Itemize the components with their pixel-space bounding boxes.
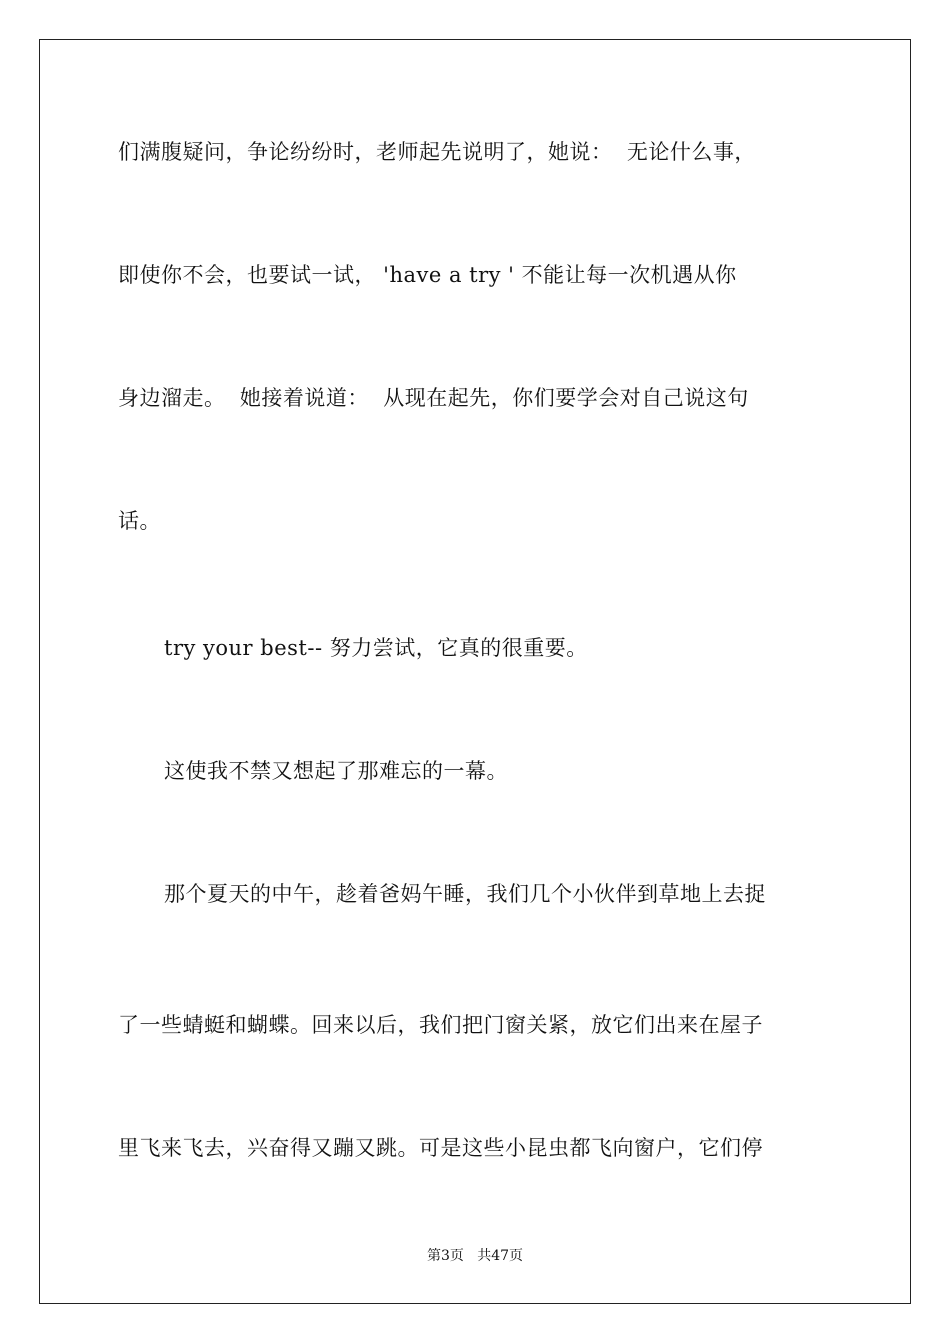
text-line-4: 话。: [118, 509, 161, 533]
text-line-3: 身边溜走。 她接着说道： 从现在起先，你们要学会对自己说这句: [118, 386, 749, 410]
text-line-7: 那个夏天的中午，趁着爸妈午睡，我们几个小伙伴到草地上去捉: [164, 882, 766, 906]
page-number-footer: 第3页 共47页: [426, 1248, 524, 1264]
page-border: [39, 39, 911, 1304]
text-line-6: 这使我不禁又想起了那难忘的一幕。: [164, 759, 508, 783]
text-line-2: 即使你不会，也要试一试， 'have a try ' 不能让每一次机遇从你: [118, 263, 737, 287]
text-line-1: 们满腹疑问，争论纷纷时，老师起先说明了，她说： 无论什么事，: [118, 140, 756, 164]
text-line-9: 里飞来飞去，兴奋得又蹦又跳。可是这些小昆虫都飞向窗户，它们停: [118, 1136, 763, 1160]
text-line-8: 了一些蜻蜓和蝴蝶。回来以后，我们把门窗关紧，放它们出来在屋子: [118, 1013, 763, 1037]
text-line-5: try your best-- 努力尝试，它真的很重要。: [164, 636, 588, 660]
